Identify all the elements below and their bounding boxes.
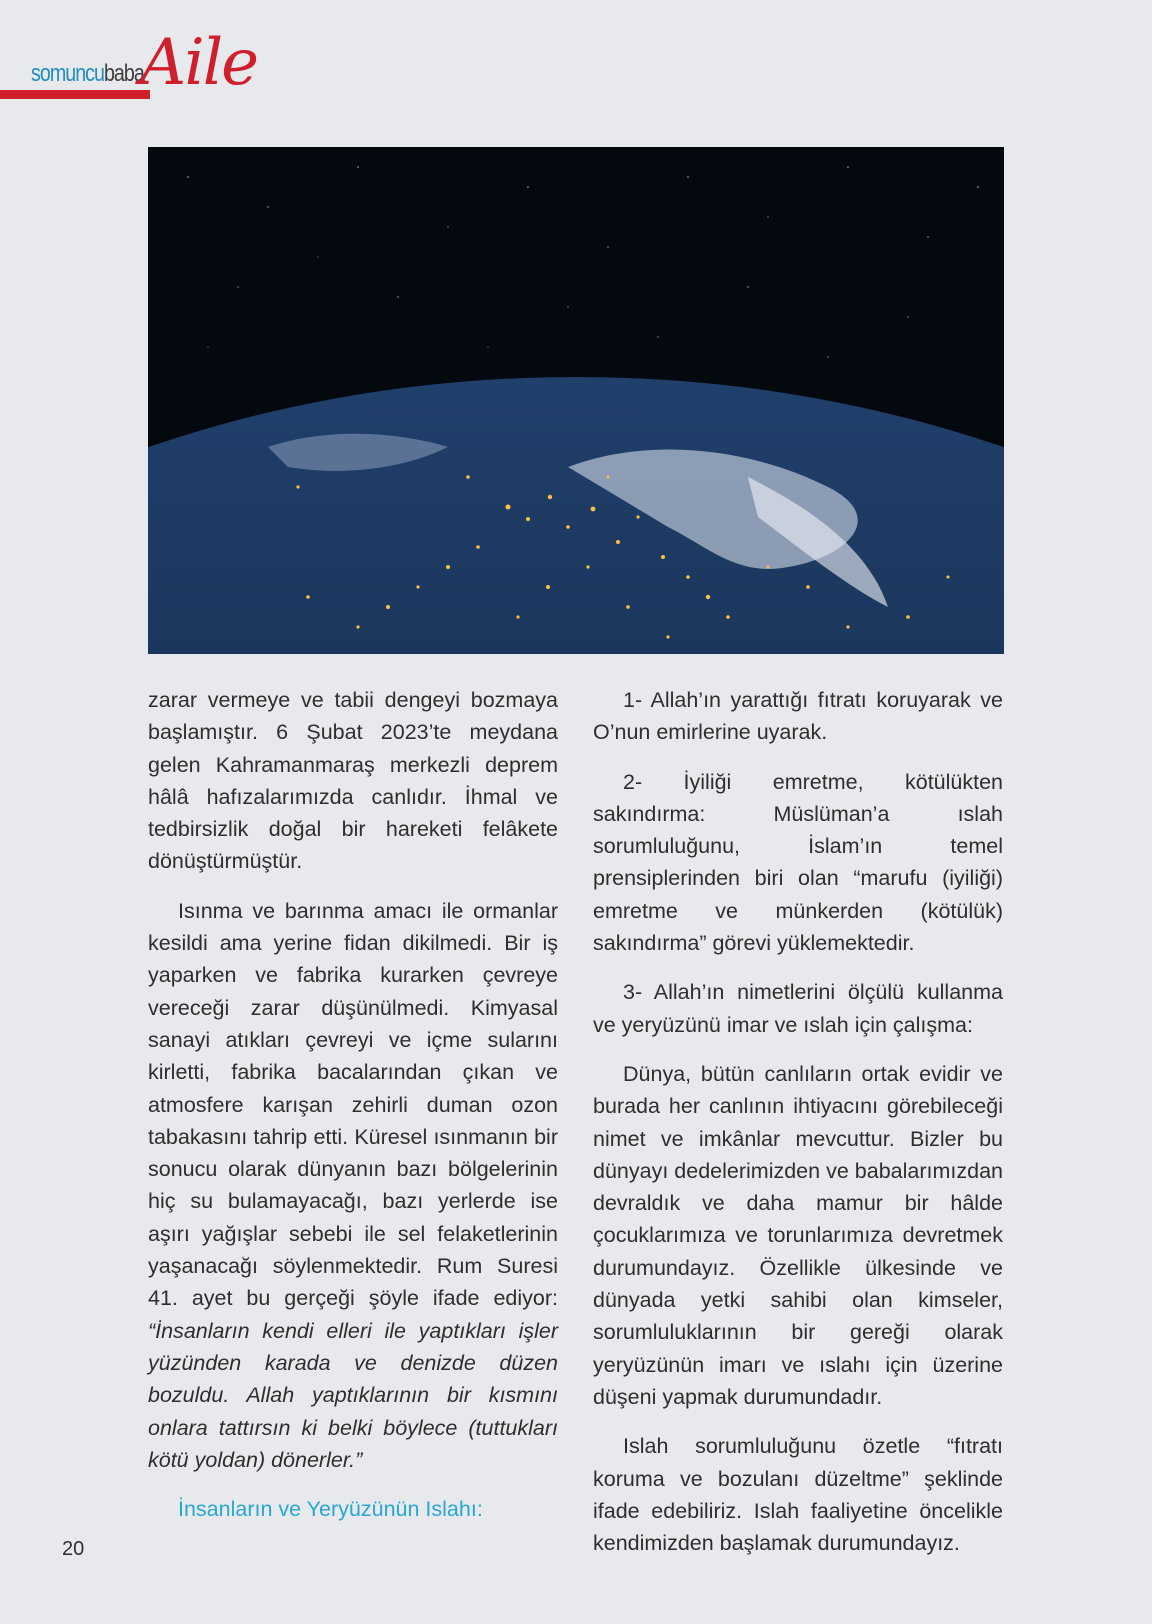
article-left-column xyxy=(148,684,558,1542)
brand-part-baba: baba xyxy=(103,60,144,87)
brand-part-somuncu: somuncu xyxy=(31,60,104,87)
earth-illustration xyxy=(148,147,1004,654)
quran-quote: “İnsanların kendi elleri ile yaptıkları işler yüzünden karada ve denizde düzen bozuldu. Allah yaptıklarının bir kısmını onlara tattırsın ki belki böylece (tuttukları kötü yoldan) dönerler.” xyxy=(148,1318,558,1472)
page-number: 20 xyxy=(62,1538,85,1560)
header-red-rule xyxy=(0,90,150,99)
paragraph xyxy=(148,895,558,1476)
brand-logo xyxy=(31,60,144,88)
brand-script-aile: Aile xyxy=(140,26,258,100)
paragraph: 2- İyiliği emretme, kötülükten sakındırma: Müslüman’a ıslah sorumluluğunu, İslam’ın temel prensiplerinden biri olan “marufu (iyiliği) emretme ve münkerden (kötülük) sakındırma” görevi yüklemektedir. xyxy=(593,769,1003,956)
paragraph: 1- Allah’ın yarattığı fıtratı koruyarak ve O’nun emirlerine uyarak. xyxy=(593,688,1003,745)
paragraph-text: Isınma ve barınma amacı ile ormanlar kesildi ama yerine fidan dikilmedi. Bir iş yaparken ve fabrika kurarken çevreye vereceği zarar düşünülmedi. Kimyasal sanayi atıkları çevreyi ve içme sularını kirletti, fabrika bacalarından çıkan ve atmosfere karışan zehirli duman ozon tabakasını tahrip etti. Küresel ısınmanın bir sonucu olarak dünyanın bazı bölgelerinin hiç su bulamayacağı, bazı yerlerde ise aşırı yağışlar sebebi ile sel felaketlerinin yaşanacağı söylenmektedir. Rum Suresi 41. ayet bu gerçeği şöyle ifade ediyor: xyxy=(148,898,558,1311)
section-subheading: İnsanların ve Yeryüzünün Islahı: xyxy=(178,1497,483,1522)
paragraph: Dünya, bütün canlıların ortak evidir ve burada her canlının ihtiyacını görebileceği nimet ve imkânlar mevcuttur. Bizler bu dünyayı dedelerimizden ve babalarımızdan devraldık ve daha mamur bir hâlde çocuklarımıza ve torunlarımıza devretmek durumundayız. Özellikle ülkesinde ve dünyada yetki sahibi olan kimseler, sorumluluklarının bir gereği olarak yeryüzünün imarı ve ıslahı için üzerine düşeni yapmak durumundadır. xyxy=(593,1061,1003,1409)
paragraph: zarar vermeye ve tabii dengeyi bozmaya başlamıştır. 6 Şubat 2023’te meydana gelen Kahramanmaraş merkezli deprem hâlâ hafızalarımızda canlıdır. İhmal ve tedbirsizlik doğal bir hareketi felâkete dönüştürmüştür. xyxy=(148,688,558,874)
paragraph: Islah sorumluluğunu özetle “fıtratı koruma ve bozulanı düzeltme” şeklinde ifade edebiliriz. Islah faaliyetine öncelikle kendimizden başlamak durumundayız. xyxy=(593,1434,1003,1556)
article-right-column xyxy=(593,684,1003,1576)
magazine-header xyxy=(0,26,260,108)
paragraph: 3- Allah’ın nimetlerini ölçülü kullanma ve yeryüzünü imar ve ıslah için çalışma: xyxy=(593,980,1003,1037)
earth-night-photo xyxy=(148,147,1004,654)
